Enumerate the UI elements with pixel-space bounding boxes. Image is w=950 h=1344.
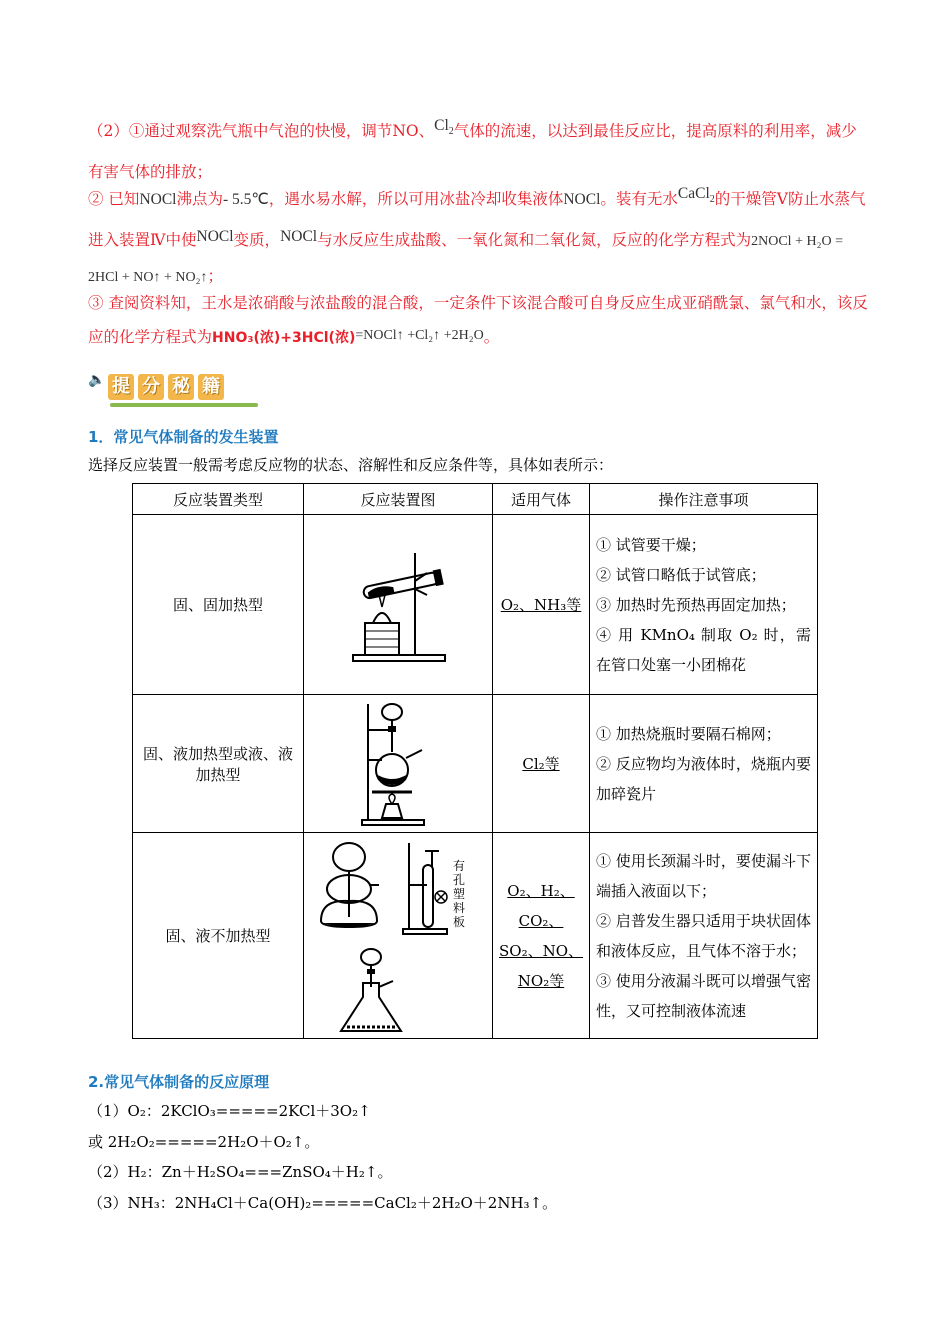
text: 的干燥管Ⅴ防止水蒸气进入装置Ⅳ中使	[88, 190, 866, 250]
table-header: 反应装置图	[304, 484, 493, 515]
text: 。	[483, 328, 500, 346]
reaction-line: 或 2H₂O₂=====2H₂O＋O₂↑。	[88, 1133, 320, 1151]
temperature: - 5.5℃	[223, 191, 269, 208]
apparatus-diagram-solid-heating	[304, 515, 493, 695]
sub: 2	[448, 126, 454, 138]
text: ③ 查阅资料知，王水是浓硝酸与浓盐酸的混合酸，一定条件下该混合酸可自身反应生成亚硝酰氯、氯气和水，该反应的化学方程式为	[88, 294, 868, 346]
note: ② 启普发生器只适用于块状固体和液体反应，且气体不溶于水；	[596, 911, 811, 960]
cacl2-formula	[677, 185, 715, 206]
section-2-title: 2.常见气体制备的反应原理	[88, 1073, 270, 1091]
section-1-title: 1．常见气体制备的发生装置	[88, 428, 279, 446]
table-header: 操作注意事项	[590, 484, 818, 515]
text: ；	[207, 267, 223, 286]
gas-text: Cl₂等	[522, 755, 560, 773]
banner-underline	[110, 403, 258, 407]
apparatus-diagram-no-heating	[304, 833, 493, 1039]
sub: 2	[709, 194, 715, 206]
text: ② 已知	[88, 190, 140, 208]
equation-left: HNO₃(浓)+3HCl(浓)	[212, 330, 356, 346]
note: ① 试管要干燥；	[596, 535, 706, 554]
banner-char: 提	[108, 374, 134, 400]
gas-text: O₂、H₂、CO₂、SO₂、NO、NO₂等	[499, 881, 584, 990]
row-gas	[493, 833, 590, 1039]
banner-char: 秘	[168, 374, 194, 400]
row-notes	[590, 515, 818, 695]
apparatus-diagram-liquid-heating	[304, 695, 493, 833]
note: ① 使用长颈漏斗时，要使漏斗下端插入液面以下；	[596, 851, 811, 900]
section-1-intro: 选择反应装置一般需考虑反应物的状态、溶解性和反应条件等，具体如表所示：	[88, 456, 614, 474]
apparatus-table	[132, 483, 818, 1039]
equation-right: =NOCl↑ +Cl₂↑ +2H₂O	[355, 328, 484, 343]
text: 变质，	[233, 231, 281, 250]
tips-banner	[88, 368, 248, 412]
no-heating-diagram-wrap	[313, 837, 483, 1035]
note: ③ 使用分液漏斗既可以增强气密性，又可控制液体流速	[596, 971, 811, 1020]
diagram-label: 有孔塑料板	[453, 858, 466, 929]
cl2-formula	[434, 117, 454, 138]
table-row	[133, 695, 818, 833]
nocl: NOCl	[139, 191, 177, 208]
answer-paragraph-2	[88, 182, 868, 295]
cacl: CaCl	[677, 185, 710, 202]
liquid-heating-apparatus-icon	[358, 700, 438, 828]
table-row	[133, 833, 818, 1039]
note: ② 试管口略低于试管底；	[596, 565, 766, 584]
table-header: 适用气体	[493, 484, 590, 515]
row-type: 固、固加热型	[133, 515, 304, 695]
table-header-row	[133, 484, 818, 515]
answer-paragraph-1	[88, 114, 868, 189]
text: ，遇水易水解，所以可用冰盐冷却收集液体	[268, 190, 564, 208]
reaction-line: （3）NH₃：2NH₄Cl＋Ca(OH)₂=====CaCl₂＋2H₂O＋2NH₃↑。	[88, 1194, 558, 1212]
answer-paragraph-3	[88, 286, 868, 356]
text: 气体的流速，以达到最佳反应比，提高原料的利用率，减少有害气体的排放；	[88, 122, 857, 182]
banner-char: 籍	[198, 374, 224, 400]
speaker-icon: 🔈	[88, 372, 106, 388]
gas-text: O₂、NH₃等	[500, 596, 582, 614]
note: ① 加热烧瓶时要隔石棉网；	[596, 724, 781, 743]
text: 。装有无水	[600, 190, 678, 208]
text: 沸点为	[176, 190, 223, 208]
text: （2）①通过观察洗气瓶中气泡的快慢，调节NO、	[88, 122, 435, 140]
row-gas	[493, 515, 590, 695]
row-type: 固、液不加热型	[133, 833, 304, 1039]
cl: Cl	[434, 117, 449, 134]
row-gas	[493, 695, 590, 833]
solid-heating-apparatus-icon	[343, 545, 453, 665]
reaction-line: （2）H₂：Zn＋H₂SO₄===ZnSO₄＋H₂↑。	[88, 1163, 393, 1181]
banner-chars	[108, 374, 224, 400]
note: ④ 用 KMnO₄ 制取 O₂ 时，需在管口处塞一小团棉花	[596, 625, 811, 674]
note: ③ 加热时先预热再固定加热；	[596, 595, 796, 614]
equation: 2NOCl + H₂O = 2HCl + NO↑ + NO₂↑	[88, 234, 843, 286]
banner-char: 分	[138, 374, 164, 400]
note: ② 反应物均为液体时，烧瓶内要加碎瓷片	[596, 754, 811, 803]
nocl: NOCl	[280, 228, 318, 246]
row-notes	[590, 695, 818, 833]
text: 与水反应生成盐酸、一氧化氮和二氧化氮，反应的化学方程式为	[317, 231, 752, 250]
nocl: NOCl	[196, 228, 234, 246]
table-header: 反应装置类型	[133, 484, 304, 515]
table-row	[133, 515, 818, 695]
row-notes	[590, 833, 818, 1039]
reaction-line: （1）O₂：2KClO₃=====2KCl＋3O₂↑	[88, 1102, 371, 1120]
row-type: 固、液加热型或液、液加热型	[133, 695, 304, 833]
nocl: NOCl	[563, 191, 601, 208]
